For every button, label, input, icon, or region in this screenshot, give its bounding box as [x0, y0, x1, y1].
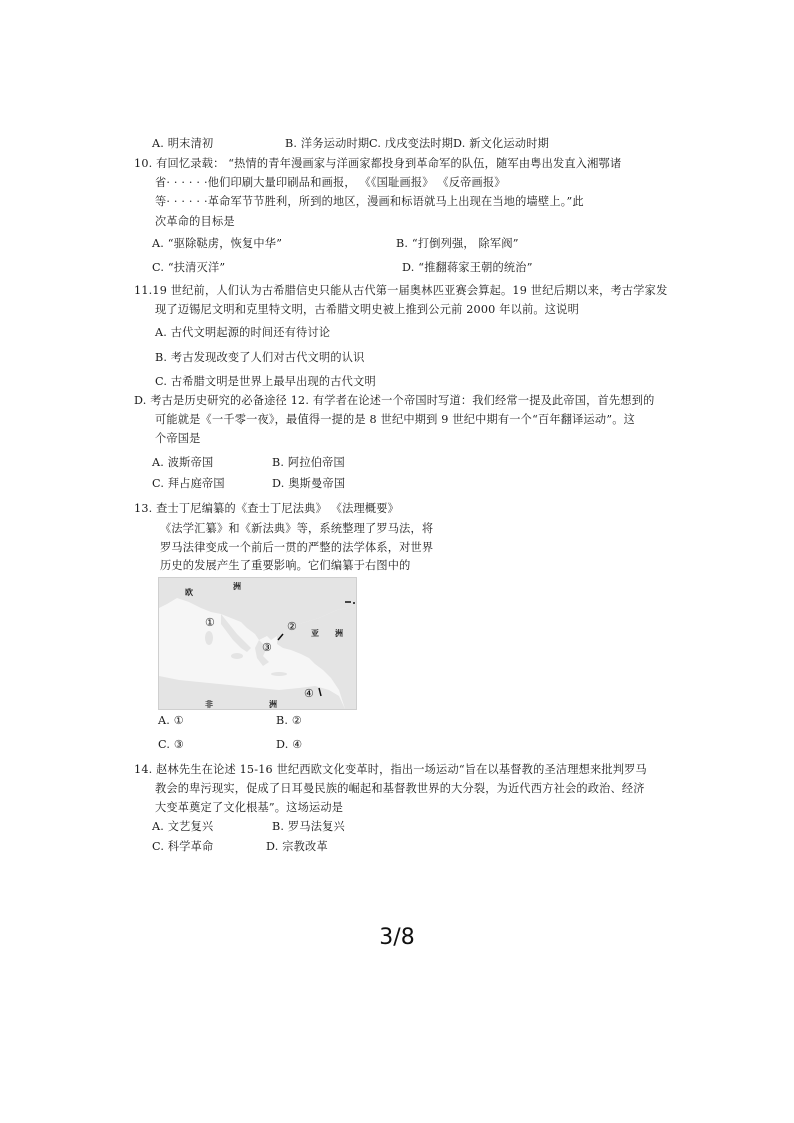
q14-text-line-1: 14. 赵林先生在论述 15-16 世纪西欧文化变革时，指出一场运动“旨在以基督教的圣洁理想来批判罗马 [134, 763, 647, 776]
q9-option-c: C. 戊戌变法时期 [369, 137, 454, 150]
q13-option-b: B. ② [276, 714, 303, 727]
map-label-europe-2: 洲 [233, 581, 241, 591]
q9-option-d: D. 新文化运动时期 [453, 137, 549, 150]
q12-text-line-1: D. 考古是历史研究的必备途径 12. 有学者在论述一个帝国时写道：我们经常一提及此帝国，首先想到的 [134, 394, 655, 407]
map-label-asia-2: 洲 [335, 628, 343, 638]
q13-text-line-2: 《法学汇纂》和《新法典》等，系统整理了罗马法，将 [160, 522, 434, 535]
map-sicily [231, 653, 243, 659]
map-figure [159, 578, 356, 709]
q10-option-a: A. “驱除鞑虏，恢复中华” [152, 237, 283, 250]
q14-option-b: B. 罗马法复兴 [272, 820, 345, 833]
q14-option-a: A. 文艺复兴 [152, 820, 214, 833]
q12-option-d: D. 奥斯曼帝国 [272, 477, 346, 490]
map-marker-2: ② [287, 620, 297, 633]
q13-option-a: A. ① [158, 714, 185, 727]
map-edge-dot [353, 602, 355, 604]
q10-text-line-2: 省· · · · · ·他们印刷大量印刷品和画报， 《《国耻画报》 《反帝画报》 [155, 176, 506, 189]
map-marker-4: ④ [304, 687, 314, 700]
q9-option-b: B. 洋务运动时期 [285, 137, 370, 150]
q11-option-a: A. 古代文明起源的时间还有待讨论 [155, 326, 331, 339]
q12-option-b: B. 阿拉伯帝国 [272, 456, 345, 469]
map-marker-1: ① [205, 616, 215, 629]
q10-option-d: D. “推翻蒋家王朝的统治” [402, 261, 533, 274]
q14-option-c: C. 科学革命 [152, 840, 214, 853]
q12-option-c: C. 拜占庭帝国 [152, 477, 225, 490]
map-marker-3: ③ [262, 641, 272, 654]
page-number: 3/8 [379, 925, 415, 950]
q10-option-c: C. “扶清灭洋” [152, 261, 226, 274]
mediterranean-map [158, 577, 357, 710]
q13-option-c: C. ③ [158, 738, 185, 751]
map-label-asia-1: 亚 [311, 628, 319, 638]
map-crete [271, 672, 287, 676]
q14-text-line-2: 教会的卑污现实，促成了日耳曼民族的崛起和基督教世界的大分裂，为近代西方社会的政治、经济 [155, 782, 645, 795]
q12-option-a: A. 波斯帝国 [152, 456, 214, 469]
map-label-africa-2: 洲 [269, 699, 277, 709]
q10-option-b: B. “打倒列强， 除军阀” [396, 237, 519, 250]
map-sardinia [205, 631, 213, 645]
q11-option-c: C. 古希腊文明是世界上最早出现的古代文明 [155, 375, 376, 388]
q9-option-a: A. 明末清初 [152, 137, 214, 150]
q13-text-line-4: 历史的发展产生了重要影响。它们编纂于右图中的 [160, 559, 411, 572]
q10-text-line-4: 次革命的目标是 [155, 215, 235, 228]
map-label-africa-1: 非 [205, 699, 213, 709]
q10-text-line-3: 等· · · · · ·革命军节节胜利，所到的地区，漫画和标语就马上出现在当地的墙壁上。”此 [155, 195, 584, 208]
q11-option-b: B. 考古发现改变了人们对古代文明的认识 [155, 351, 365, 364]
q12-text-line-2: 可能就是《一千零一夜》，最值得一提的是 8 世纪中期到 9 世纪中期有一个“百年翻译运动”。这 [155, 413, 636, 426]
q14-option-d: D. 宗教改革 [266, 840, 328, 853]
q11-text-line-1: 11.19 世纪前，人们认为古希腊信史只能从古代第一届奥林匹亚赛会算起。19 世纪后期以来，考古学家发 [134, 284, 668, 297]
q13-text-line-3: 罗马法律变成一个前后一贯的严整的法学体系，对世界 [160, 541, 434, 554]
q10-text-line-1: 10. 有回忆录载： “热情的青年漫画家与洋画家都投身到革命军的队伍，随军由粤出发直入湘鄂诸 [134, 157, 622, 170]
q12-text-line-3: 个帝国是 [155, 432, 201, 445]
map-label-europe-1: 欧 [185, 587, 193, 597]
q11-text-line-2: 现了迈锡尼文明和克里特文明，古希腊文明史被上推到公元前 2000 年以前。这说明 [155, 303, 579, 316]
q14-text-line-3: 大变革奠定了文化根基”。这场运动是 [155, 801, 344, 814]
q13-option-d: D. ④ [276, 738, 303, 751]
q13-text-line-1: 13. 查士丁尼编纂的《查士丁尼法典》 《法理概要》 [134, 502, 400, 515]
